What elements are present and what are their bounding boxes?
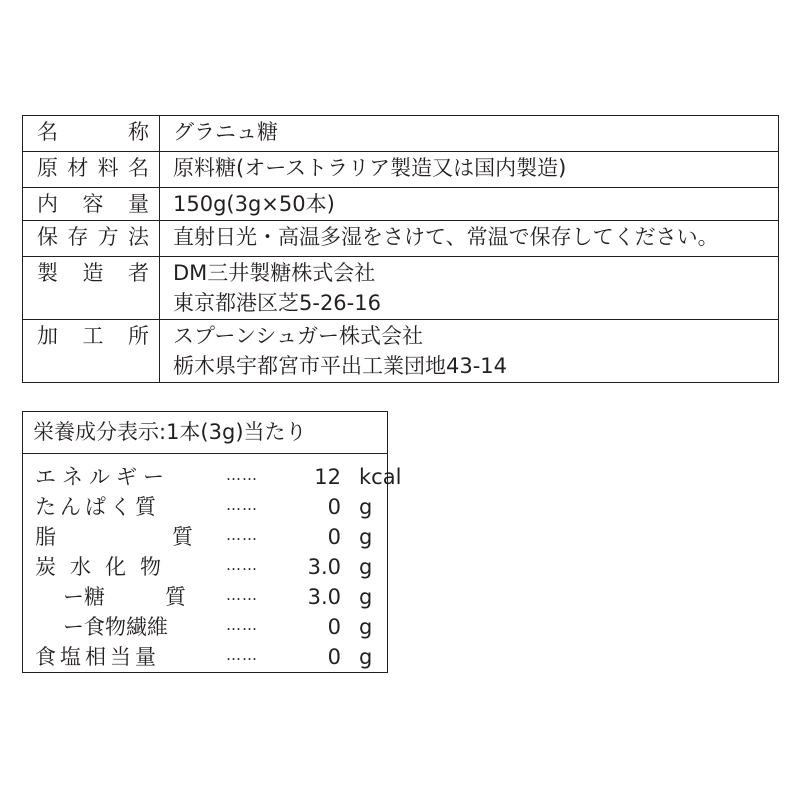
nutrition-row (23, 582, 387, 612)
nutrition-value: 12 (314, 465, 341, 489)
nutrition-label: ー食物繊維 (63, 615, 168, 639)
nutrition-rows (23, 454, 402, 672)
label-char: 法 (127, 225, 149, 249)
nutrition-unit: g (359, 645, 373, 669)
label-char: 造 (82, 261, 104, 285)
nutrition-leader-dots: …… (226, 586, 258, 604)
nutrition-row (23, 612, 387, 642)
label-char: 工 (82, 324, 104, 348)
label-char: 内 (37, 192, 58, 216)
product-info-table (22, 115, 779, 383)
nutrition-value: 0 (327, 525, 341, 549)
nutrition-facts-box (22, 411, 402, 673)
label-char: 名 (127, 156, 149, 180)
info-label (23, 116, 159, 147)
label-char: 容 (82, 192, 104, 216)
label-char: 加 (37, 324, 58, 348)
info-row-content (23, 188, 779, 221)
nutrition-leader-dots: …… (226, 496, 258, 514)
nutrition-row (23, 642, 387, 672)
label-char: 所 (128, 324, 149, 348)
info-row-storage (23, 221, 779, 257)
nutrition-unit: kcal (359, 465, 402, 489)
info-value: スプーンシュガー株式会社 栃木県宇都宮市平出工業団地43-14 (160, 320, 779, 383)
nutrition-label: ー糖 質 (63, 585, 186, 609)
nutrition-row (23, 462, 402, 492)
info-row-manufacturer (23, 257, 779, 320)
info-row-processor (23, 320, 779, 383)
info-value: グラニュ糖 (160, 116, 779, 152)
info-label (23, 221, 159, 252)
info-label (23, 188, 159, 219)
nutrition-leader-dots: …… (226, 466, 258, 484)
info-value: 原料糖(オーストラリア製造又は国内製造) (160, 152, 779, 188)
label-char: 称 (128, 120, 149, 144)
nutrition-unit: g (359, 495, 373, 519)
label-char: 名 (37, 120, 58, 144)
nutrition-label: 食塩相当量 (35, 645, 160, 669)
nutrition-value: 0 (327, 495, 341, 519)
nutrition-leader-dots: …… (226, 616, 258, 634)
nutrition-row (23, 492, 387, 522)
nutrition-label: エネルギー (35, 465, 170, 489)
nutrition-row (23, 522, 387, 552)
label-char: 存 (67, 225, 89, 249)
nutrition-value: 0 (327, 615, 341, 639)
label-char: 原 (37, 156, 58, 180)
nutrition-label: たんぱく質 (35, 495, 160, 519)
nutrition-value: 3.0 (307, 555, 341, 579)
info-label (23, 320, 159, 351)
label-char: 方 (97, 225, 119, 249)
info-label (23, 257, 159, 288)
info-row-ingredients (23, 152, 779, 188)
nutrition-unit: g (359, 615, 373, 639)
label-char: 保 (37, 225, 58, 249)
nutrition-title: 栄養成分表示:1本(3g)当たり (23, 412, 387, 454)
nutrition-leader-dots: …… (226, 646, 258, 664)
info-value: DM三井製糖株式会社 東京都港区芝5-26-16 (160, 257, 779, 320)
info-value: 150g(3g×50本) (160, 188, 779, 221)
nutrition-label: 炭水化物 (35, 555, 175, 579)
info-label (23, 152, 159, 183)
nutrition-value: 0 (327, 645, 341, 669)
nutrition-unit: g (359, 525, 373, 549)
nutrition-leader-dots: …… (226, 526, 258, 544)
nutrition-unit: g (359, 555, 373, 579)
label-char: 者 (128, 261, 149, 285)
info-value: 直射日光・高温多湿をさけて、常温で保存してください。 (160, 221, 779, 257)
info-row-name (23, 116, 779, 152)
nutrition-row (23, 552, 387, 582)
nutrition-value: 3.0 (307, 585, 341, 609)
nutrition-leader-dots: …… (226, 556, 258, 574)
label-char: 製 (37, 261, 58, 285)
label-char: 量 (128, 192, 149, 216)
label-char: 料 (97, 156, 119, 180)
nutrition-unit: g (359, 585, 373, 609)
nutrition-label: 脂 質 (35, 525, 193, 549)
label-char: 材 (67, 156, 89, 180)
